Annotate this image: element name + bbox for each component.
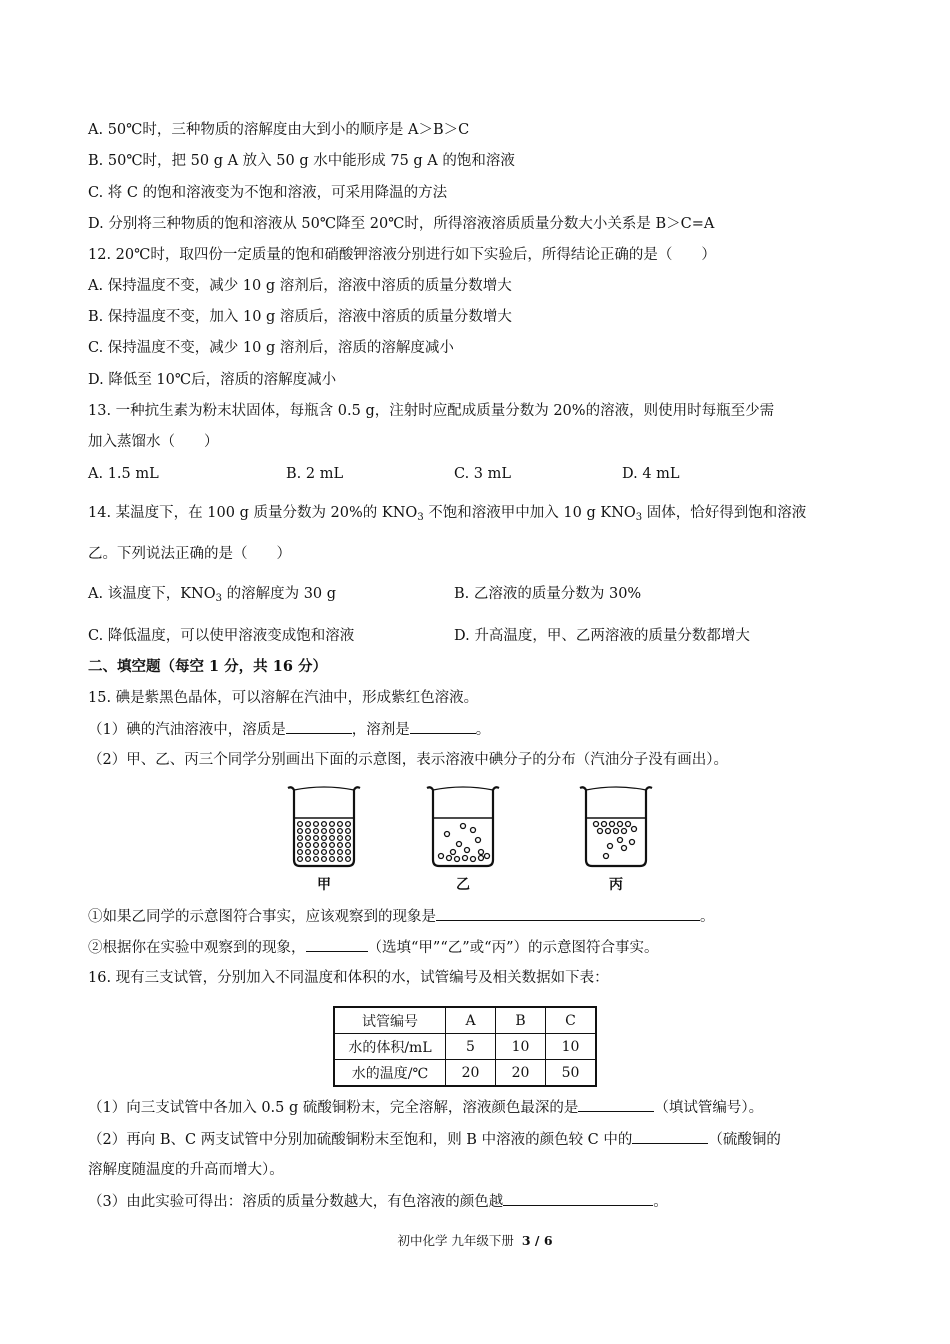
q14-option-d: D. 升高温度，甲、乙两溶液的质量分数都增大: [454, 628, 750, 644]
table-cell: 水的体积/mL: [334, 1034, 446, 1060]
q14-option-a: A. 该温度下，$KNO_3$ 的溶解度为 30 g: [88, 586, 337, 604]
beaker-yi-diagram: [423, 782, 503, 868]
test-tube-data-table: [333, 1006, 597, 1087]
q13-option-a: A. 1.5 mL: [88, 466, 159, 482]
table-cell: 试管编号: [334, 1007, 446, 1034]
table-cell: B: [496, 1007, 546, 1034]
answer-blank[interactable]: [503, 1191, 653, 1206]
table-cell: 10: [546, 1034, 597, 1060]
beaker-jia-diagram: [284, 782, 364, 868]
q13-stem-line2: 加入蒸馏水（ ）: [88, 434, 219, 450]
table-cell: 50: [546, 1060, 597, 1087]
q13-option-d: D. 4 mL: [622, 466, 680, 482]
table-header-row: [334, 1007, 596, 1034]
q16-part3: （3）由此实验可得出：溶质的质量分数越大，有色溶液的颜色越 。: [88, 1191, 668, 1212]
q13-option-c: C. 3 mL: [454, 466, 512, 482]
beaker-label-bing: 丙: [609, 877, 623, 893]
q15-part2: （2）甲、乙、丙三个同学分别画出下面的示意图，表示溶液中碘分子的分布（汽油分子没有画出）。: [88, 752, 728, 768]
q16-part1: （1）向三支试管中各加入 0.5 g 硫酸铜粉末，完全溶解，溶液颜色最深的是 （填试管编号）。: [88, 1097, 763, 1118]
page-footer: 初中化学 九年级下册 3 / 6: [397, 1233, 553, 1248]
beaker-label-jia: 甲: [317, 877, 331, 893]
q13-stem-line1: 13. 一种抗生素为粉末状固体，每瓶含 0.5 g，注射时应配成质量分数为 20%的溶液，则使用时每瓶至少需: [88, 403, 775, 419]
section-heading-fill-in: 二、填空题（每空 1 分，共 16 分）: [88, 658, 327, 675]
q14-option-c: C. 降低温度，可以使甲溶液变成饱和溶液: [88, 628, 355, 644]
q11-option-a: A. 50℃时，三种物质的溶解度由大到小的顺序是 A＞B＞C: [88, 122, 470, 138]
q11-option-c: C. 将 C 的饱和溶液变为不饱和溶液，可采用降温的方法: [88, 185, 448, 201]
q15-sub1: ①如果乙同学的示意图符合事实，应该观察到的现象是 。: [88, 906, 715, 927]
answer-blank[interactable]: [286, 719, 352, 734]
table-cell: 20: [446, 1060, 496, 1087]
q11-option-b: B. 50℃时，把 50 g A 放入 50 g 水中能形成 75 g A 的饱和溶液: [88, 153, 515, 169]
q14-stem-line1: 14. 某温度下，在 100 g 质量分数为 20%的 $KNO_3$ 不饱和溶液甲中加入 10 g $KNO_3$ 固体，恰好得到饱和溶液: [88, 505, 807, 523]
table-cell: 20: [496, 1060, 546, 1087]
table-row: [334, 1034, 596, 1060]
q12-option-a: A. 保持温度不变，减少 10 g 溶剂后，溶液中溶质的质量分数增大: [88, 278, 512, 294]
q11-option-d: D. 分别将三种物质的饱和溶液从 50℃降至 20℃时，所得溶液溶质质量分数大小关系是 B＞C=A: [88, 216, 715, 232]
q16-stem: 16. 现有三支试管，分别加入不同温度和体积的水，试管编号及相关数据如下表：: [88, 970, 609, 986]
answer-blank[interactable]: [632, 1129, 708, 1144]
q14-option-b: B. 乙溶液的质量分数为 30%: [454, 586, 642, 602]
q15-sub2: ②根据你在实验中观察到的现象， （选填“甲”“乙”或“丙”）的示意图符合事实。: [88, 937, 658, 958]
q15-stem: 15. 碘是紫黑色晶体，可以溶解在汽油中，形成紫红色溶液。: [88, 690, 479, 706]
table-cell: 水的温度/℃: [334, 1060, 446, 1087]
answer-blank[interactable]: [578, 1097, 654, 1112]
q16-part2-cont: 溶解度随温度的升高而增大）。: [88, 1162, 284, 1178]
q14-stem-line2: 乙。下列说法正确的是（ ）: [88, 546, 291, 562]
page-number: 3 / 6: [521, 1233, 553, 1248]
q13-option-b: B. 2 mL: [286, 466, 344, 482]
table-cell: C: [546, 1007, 597, 1034]
beaker-bing-diagram: [576, 782, 656, 868]
q12-stem: 12. 20℃时，取四份一定质量的饱和硝酸钾溶液分别进行如下实验后，所得结论正确的是（ ）: [88, 247, 716, 263]
table-cell: 5: [446, 1034, 496, 1060]
answer-blank[interactable]: [436, 906, 700, 921]
q16-part2: （2）再向 B、C 两支试管中分别加硫酸铜粉末至饱和，则 B 中溶液的颜色较 C 中的 （硫酸铜的: [88, 1129, 781, 1150]
answer-blank[interactable]: [306, 937, 368, 952]
answer-blank[interactable]: [410, 719, 476, 734]
q12-option-c: C. 保持温度不变，减少 10 g 溶剂后，溶质的溶解度减小: [88, 340, 454, 356]
beaker-label-yi: 乙: [456, 877, 470, 893]
table-cell: 10: [496, 1034, 546, 1060]
table-row: [334, 1060, 596, 1087]
q12-option-b: B. 保持温度不变，加入 10 g 溶质后，溶液中溶质的质量分数增大: [88, 309, 512, 325]
table-cell: A: [446, 1007, 496, 1034]
q15-part1: （1）碘的汽油溶液中，溶质是 ，溶剂是 。: [88, 719, 490, 740]
q12-option-d: D. 降低至 10℃后，溶质的溶解度减小: [88, 372, 337, 388]
